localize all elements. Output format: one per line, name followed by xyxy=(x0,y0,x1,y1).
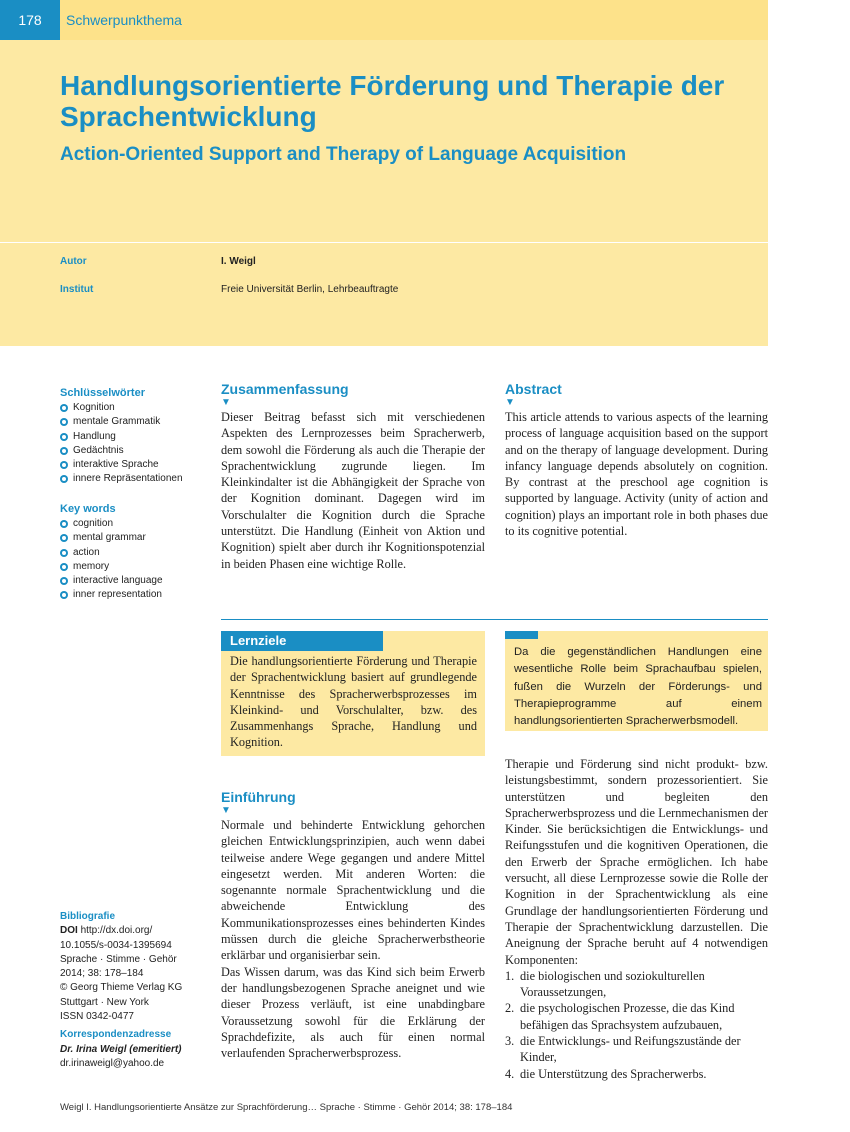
keyword-item xyxy=(60,401,210,415)
keyword-text: interactive language xyxy=(73,575,163,587)
doi-line xyxy=(60,924,210,938)
keywords-en xyxy=(60,503,210,603)
keyword-item xyxy=(60,472,210,486)
triangle-down-icon: ▼ xyxy=(221,805,231,816)
list-item xyxy=(505,1000,768,1033)
keywords-de-list xyxy=(60,401,210,487)
list-item xyxy=(505,1033,768,1066)
keyword-item xyxy=(60,444,210,458)
list-item xyxy=(505,1066,768,1082)
bullet-icon xyxy=(60,520,68,528)
abstract-heading: Abstract xyxy=(505,381,562,397)
bullet-icon xyxy=(60,447,68,455)
bullet-icon xyxy=(60,577,68,585)
right-body xyxy=(505,756,768,1082)
list-item xyxy=(505,968,768,1001)
keywords-de-heading: Schlüsselwörter xyxy=(60,387,145,399)
keyword-text: Kognition xyxy=(73,402,115,413)
list-number: 1. xyxy=(505,968,515,983)
bullet-icon xyxy=(60,549,68,557)
list-number: 3. xyxy=(505,1034,515,1049)
list-number: 4. xyxy=(505,1066,515,1081)
doi-label: DOI xyxy=(60,925,78,937)
keyword-text: Gedächtnis xyxy=(73,444,124,456)
section-label: Schwerpunkthema xyxy=(66,12,182,28)
list-number: 2. xyxy=(505,1001,515,1016)
highlight-marker xyxy=(505,631,538,639)
issn: ISSN 0342-0477 xyxy=(60,1011,134,1023)
publisher-place: Stuttgart · New York xyxy=(60,996,149,1008)
intro-heading: Einführung xyxy=(221,789,296,805)
keywords-en-list xyxy=(60,517,210,603)
keyword-text: cognition xyxy=(73,518,114,529)
triangle-down-icon: ▼ xyxy=(221,397,231,408)
bullet-icon xyxy=(60,591,68,599)
intro-paragraph-2: Das Wissen darum, was das Kind sich beim Erwerb der handlungsbezogenen Sprache aneignet und wie dieser Prozess verläuft, ist eine unabdingbare Voraussetzung sowohl für die Erklärung der Sprachdefizite, als auch für einen normal verlaufenden Spracherwerbsprozess. xyxy=(221,964,485,1061)
keyword-text: memory xyxy=(73,560,110,572)
keyword-text: inner representation xyxy=(73,589,162,601)
section-divider xyxy=(221,619,768,620)
list-text: die Unterstützung des Spracherwerbs. xyxy=(520,1066,707,1081)
bullet-icon xyxy=(60,418,68,426)
page-footer: Weigl I. Handlungsorientierte Ansätze zur Sprachförderung… Sprache · Stimme · Gehör 2014; 38: 178–184 xyxy=(60,1102,513,1113)
bullet-icon xyxy=(60,534,68,542)
keyword-item xyxy=(60,560,210,574)
bullet-icon xyxy=(60,563,68,571)
institute-name: Freie Universität Berlin, Lehrbeauftragte xyxy=(221,284,399,295)
summary-text: Dieser Beitrag befasst sich mit verschiedenen Aspekten des Lernprozesses beim Spracherwerb, dem sowohl die Förderung als auch die Therapie der Sprachentwicklung zugrunde liegen. Im Kleinkindalter ist die Abhängigkeit der Sprache von der Kognition dominant. Dagegen wird im Vorschulalter die Kognition durch die Sprache unterstützt. Die Handlung (Einheit von Aktion und Kognition) spielt aber durch ihr Kognitionspotenzial in beiden Phasen eine wichtige Rolle. xyxy=(221,410,485,571)
list-text: die psychologischen Prozesse, die das Kind befähigen das Sprachsystem aufzubauen, xyxy=(520,1001,735,1032)
triangle-down-icon: ▼ xyxy=(505,397,515,408)
keyword-text: mental grammar xyxy=(73,532,146,544)
keywords-en-heading: Key words xyxy=(60,503,116,515)
bullet-icon xyxy=(60,461,68,469)
author-label: Autor xyxy=(60,256,87,267)
author-name: I. Weigl xyxy=(221,256,256,267)
keyword-item xyxy=(60,531,210,545)
institute-label: Institut xyxy=(60,284,94,295)
components-list xyxy=(505,968,768,1082)
keyword-item xyxy=(60,415,210,429)
keyword-item xyxy=(60,546,210,560)
keyword-text: action xyxy=(73,546,100,558)
bibliography xyxy=(60,910,210,1071)
body-paragraph: Therapie und Förderung sind nicht produkt- bzw. leistungsbestimmt, sondern prozessorientiert. Sie unterstützen und begleiten den Spracherwerbsprozess und die Lernmechanismen der Kinder. Sie berücksichtigen die Entwicklungs- und Reifungsstufen und die kognitiven Operationen, die den Erwerb der Sprache ermöglichen. Ich habe versucht, all diese Lernprozesse sowie die Rolle der Kognition in der Sprachentwicklung als eine Grundlage der handlungsorientierten Förderung und Therapie der Sprachentwicklung darzustellen. Die Aneignung der Sprache beruht auf 4 notwendigen Komponenten: xyxy=(505,757,768,967)
keyword-text: interaktive Sprache xyxy=(73,459,159,471)
abstract-section xyxy=(505,381,768,539)
summary-heading: Zusammenfassung xyxy=(221,381,349,397)
keyword-item xyxy=(60,574,210,588)
bullet-icon xyxy=(60,404,68,412)
correspondence-name: Dr. Irina Weigl (emeritiert) xyxy=(60,1043,182,1055)
keyword-text: mentale Grammatik xyxy=(73,416,161,428)
keyword-item xyxy=(60,458,210,472)
list-text: die Entwicklungs- und Reifungszustände der Kinder, xyxy=(520,1034,741,1065)
article-subtitle: Action-Oriented Support and Therapy of Language Acquisition xyxy=(60,144,627,165)
page-number: 178 xyxy=(0,0,60,40)
keyword-item xyxy=(60,430,210,444)
abstract-text: This article attends to various aspects of the learning process of language acquisition based on the support and on the therapy of language development. During infancy language depends absolutely on cognition. By contrast at the preschool age cognition is supported by language. Activity (unity of action and cognition) plays an important role in both phases due to its cognitive potential. xyxy=(505,410,768,539)
copyright: © Georg Thieme Verlag KG xyxy=(60,982,183,994)
bibliography-heading: Bibliografie xyxy=(60,911,116,922)
article-title: Handlungsorientierte Förderung und Therapie der Sprachentwicklung xyxy=(60,70,725,132)
list-text: die biologischen und soziokulturellen Voraussetzungen, xyxy=(520,968,705,1000)
keywords-de xyxy=(60,387,210,487)
keyword-text: Handlung xyxy=(73,430,116,442)
doi-link[interactable]: http://dx.doi.org/ xyxy=(80,925,153,937)
keyword-item xyxy=(60,588,210,602)
journal-name: Sprache · Stimme · Gehör xyxy=(60,953,177,965)
learning-goals-text: Die handlungsorientierte Förderung und Therapie der Sprachentwicklung basiert auf grundlegende Kenntnisse des Spracherwerbsprozesses im Kleinkind- und Vorschulalter, bzw. des Zusammenhangs Sprache, Handlung und Kognition. xyxy=(230,654,477,750)
highlight-text: Da die gegenständlichen Handlungen eine wesentliche Rolle beim Sprachaufbau spielen, fußen die Wurzeln der Förderungs- und Therapieprogramme auf einem handlungsorientierten Spracherwerbsmodell. xyxy=(514,646,762,728)
correspondence-heading: Korrespondenzadresse xyxy=(60,1029,172,1041)
correspondence-email[interactable]: dr.irinaweigl@yahoo.de xyxy=(60,1057,165,1069)
doi-id: 10.1055/s-0034-1395694 xyxy=(60,939,172,951)
learning-goals-heading: Lernziele xyxy=(221,631,383,651)
divider xyxy=(0,242,768,243)
bullet-icon xyxy=(60,433,68,441)
journal-issue: 2014; 38: 178–184 xyxy=(60,968,144,980)
intro-section xyxy=(221,789,485,1061)
keyword-text: innere Repräsentationen xyxy=(73,473,183,485)
keyword-item xyxy=(60,517,210,531)
bullet-icon xyxy=(60,475,68,483)
summary-section xyxy=(221,381,485,572)
intro-paragraph-1: Normale und behinderte Entwicklung gehorchen gleichen Entwicklungsprinzipien, auch wenn dabei teilweise andere Wege gegangen und andere Mittel eingesetzt werden. Mit anderen Worten: die sogenannte normale Sprachentwicklung und die abweichende Entwicklung des Kommunikationsprozesses eines behinderten Kindes müssen durch die gleiche Spracherwerbstheorie erklärbar und organisierbar sein. xyxy=(221,818,485,963)
